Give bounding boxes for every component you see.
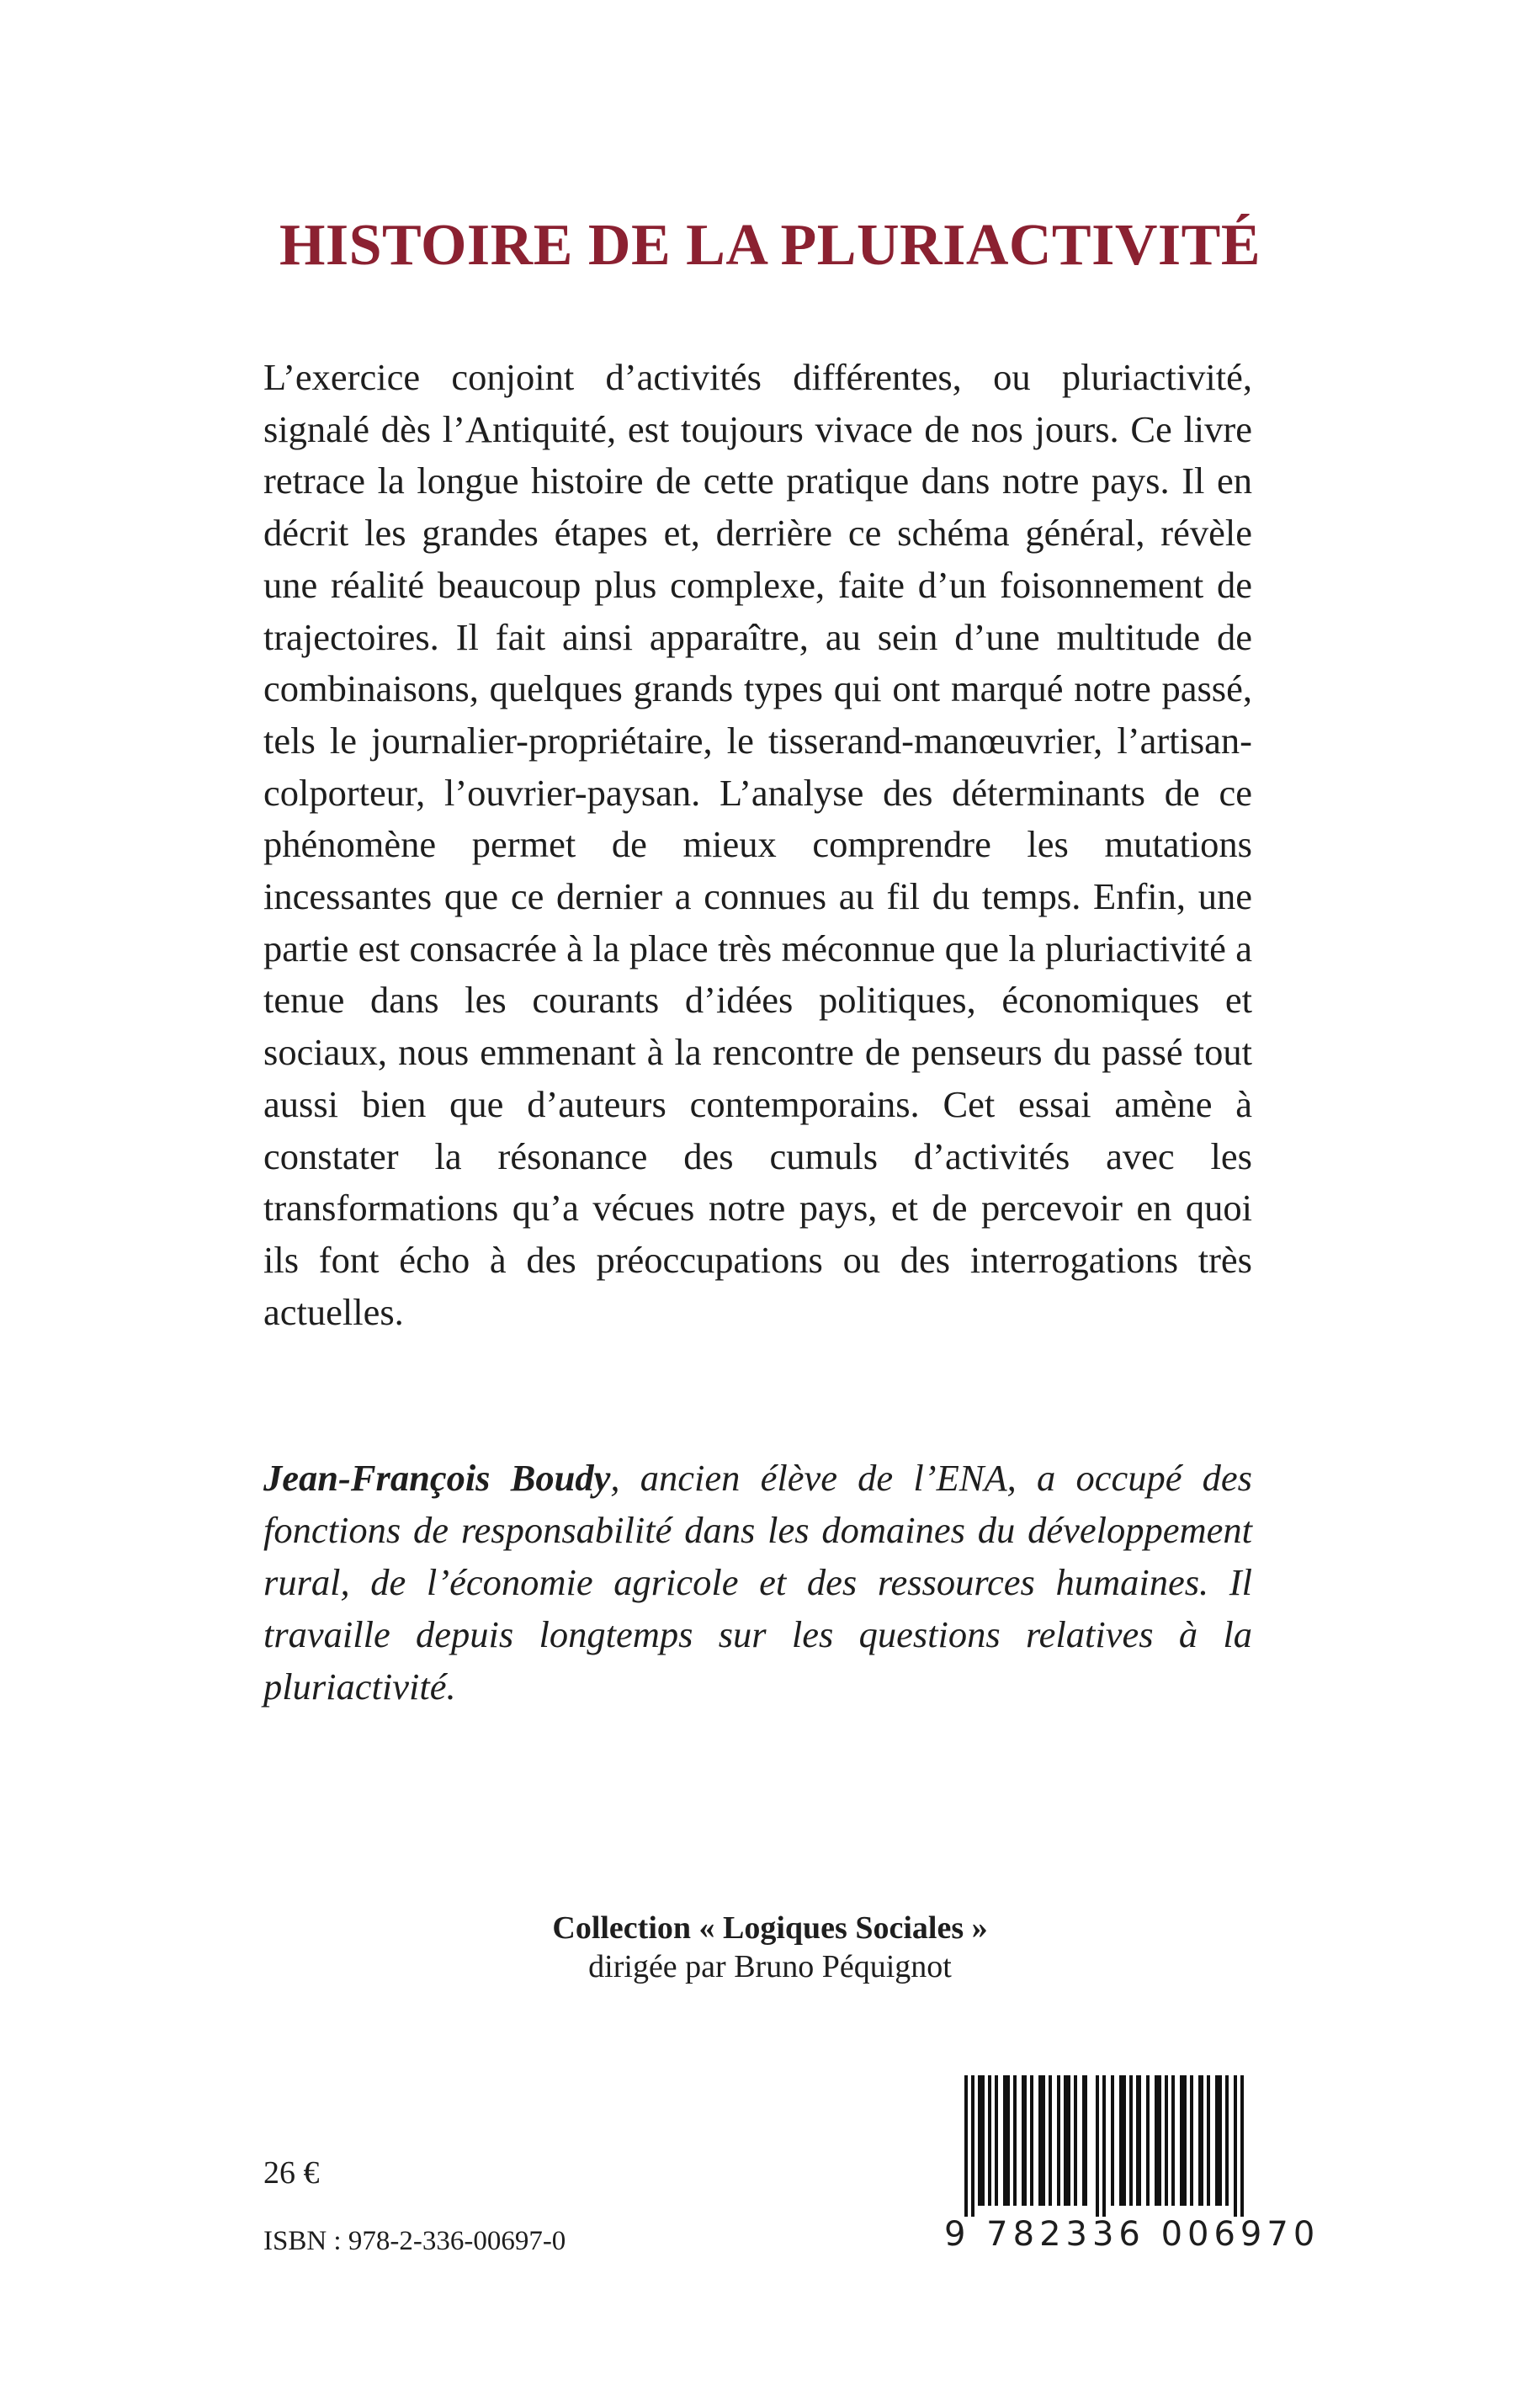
book-summary: L’exercice conjoint d’activités différentes, ou pluriactivité, signalé dès l’Antiquité, est toujours vivace de nos jours. Ce livre retrace la longue histoire de cette pratique dans notre pays. Il en décrit les grandes étapes et, derrière ce schéma général, révèle une réalité beaucoup plus complexe, faite d’un foisonnement de trajectoires. Il fait ainsi apparaître, au sein d’une multitude de combinaisons, quelques grands types qui ont marqué notre passé, tels le journalier-propriétaire, le tisserand-manœuvrier, l’artisan-colporteur, l’ouvrier-paysan. L’analyse des déterminants de ce phénomène permet de mieux comprendre les mutations incessantes que ce dernier a connues au fil du temps. Enfin, une partie est consacrée à la place très méconnue que la pluriactivité a tenue dans les courants d’idées politiques, économiques et sociaux, nous emmenant à la rencontre de penseurs du passé tout aussi bien que d’auteurs contemporains. Cet essai amène à constater la résonance des cumuls d’activités avec les transformations qu’a vécues notre pays, et de percevoir en quoi ils font écho à des préoccupations ou des interrogations très actuelles.	[263, 356, 1252, 1333]
collection-name: Collection « Logiques Sociales »	[552, 1910, 988, 1946]
collection-director: dirigée par Bruno Péquignot	[588, 1949, 952, 1984]
price: 26 €	[263, 2155, 320, 2191]
isbn: ISBN : 978-2-336-00697-0	[263, 2226, 566, 2256]
author-bio-text: , ancien élève de l’ENA, a occupé des fonctions de responsabilité dans les domaines du développement rural, de l’économie agricole et des ressources humaines. Il travaille depuis longtemps sur les questions relatives à la pluriactivité.	[263, 1457, 1252, 1708]
barcode-bars	[964, 2075, 1244, 2217]
author-bio	[263, 1452, 1252, 1713]
author-name: Jean-François Boudy	[263, 1457, 611, 1499]
barcode	[944, 2065, 1320, 2267]
book-title: HISTOIRE DE LA PLURIACTIVITÉ	[279, 212, 1261, 278]
collection-info	[0, 1909, 1540, 1986]
barcode-digits: 9 782336 006970	[944, 2215, 1320, 2254]
